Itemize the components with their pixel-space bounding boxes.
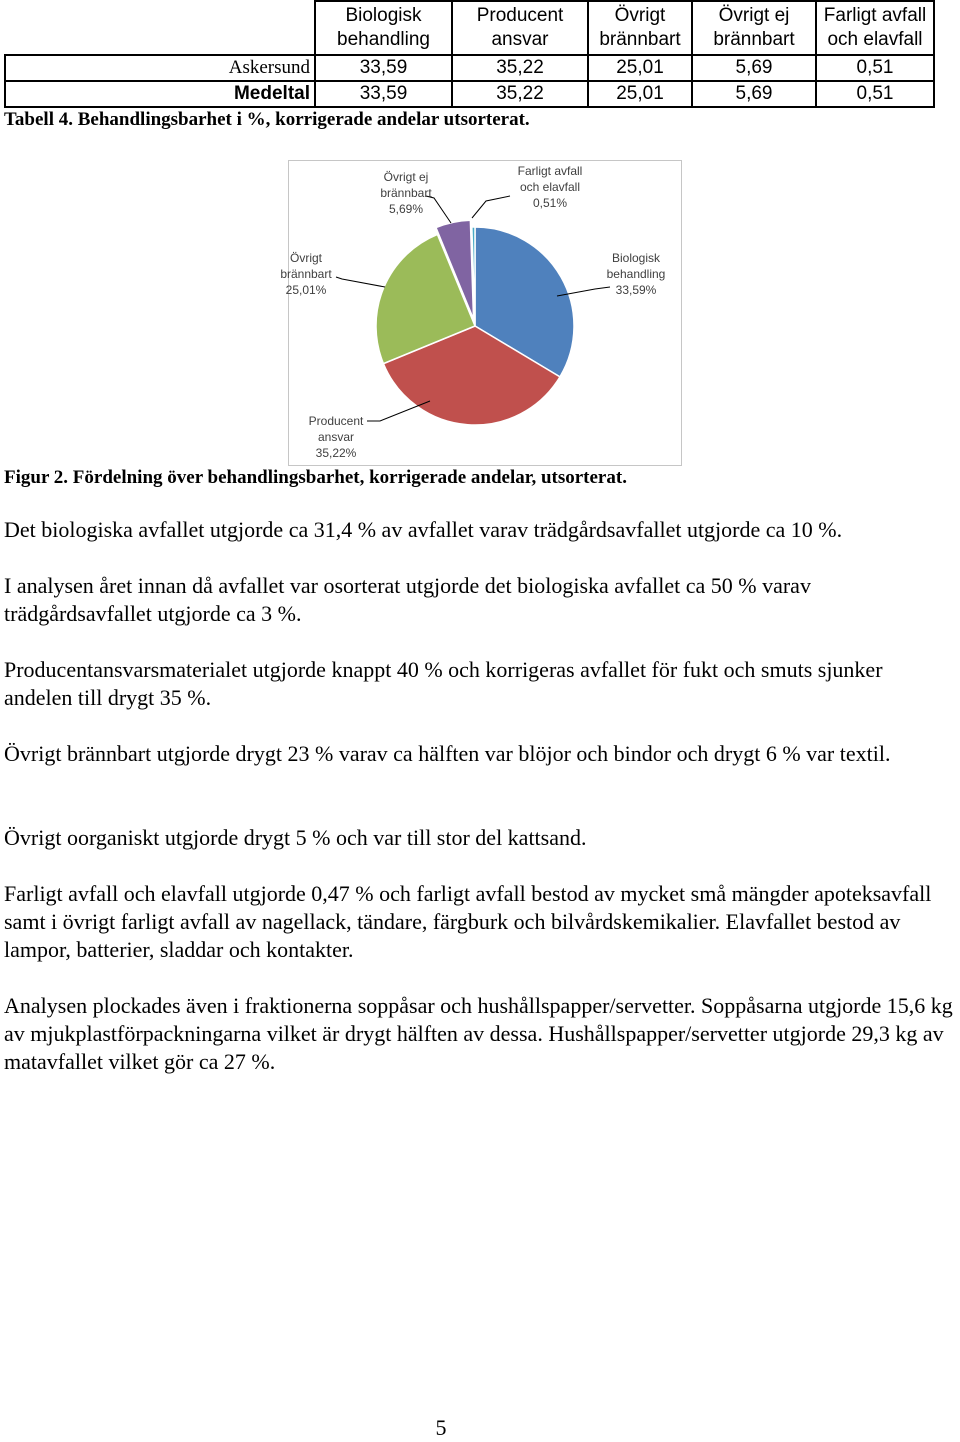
table-header-cell: Övrigt ej brännbart xyxy=(692,1,816,55)
table-cell: 35,22 xyxy=(452,81,588,107)
table-cell: 35,22 xyxy=(452,55,588,81)
table-header-cell: Farligt avfall och elavfall xyxy=(816,1,934,55)
body-paragraph: Övrigt brännbart utgjorde drygt 23 % varav ca hälften var blöjor och bindor och drygt 6 % var textil. xyxy=(4,741,891,766)
figure-caption: Figur 2. Fördelning över behandlingsbarhet, korrigerade andelar, utsorterat. xyxy=(4,467,627,488)
table-cell: 25,01 xyxy=(588,81,692,107)
slice-category-label: Producent xyxy=(308,414,364,428)
body-paragraph: Övrigt oorganiskt utgjorde drygt 5 % och var till stor del kattsand. xyxy=(4,825,587,850)
table-caption: Tabell 4. Behandlingsbarhet i %, korrigerade andelar utsorterat. xyxy=(4,109,530,130)
page-number: 5 xyxy=(435,1415,447,1440)
table-cell: 33,59 xyxy=(315,55,452,81)
table-header-row xyxy=(5,1,934,55)
body-paragraph: I analysen året innan då avfallet var osorterat utgjorde det biologiska avfallet ca 50 % varav trädgårdsavfallet utgjorde ca 3 %. xyxy=(4,573,811,626)
body-paragraph: Producentansvarsmaterialet utgjorde knappt 40 % och korrigeras avfallet för fukt och smuts sjunker andelen till drygt 35 %. xyxy=(4,657,883,710)
body-paragraph: Det biologiska avfallet utgjorde ca 31,4 % av avfallet varav trädgårdsavfallet utgjorde ca 10 %. xyxy=(4,517,843,542)
slice-category-label: brännbart xyxy=(380,186,432,200)
table-cell: 0,51 xyxy=(816,55,934,81)
table-cell: 25,01 xyxy=(588,55,692,81)
table-cell: 33,59 xyxy=(315,81,452,107)
table-cell: 5,69 xyxy=(692,55,816,81)
table-row xyxy=(5,55,934,81)
table-header-cell: Övrigt brännbart xyxy=(588,1,692,55)
slice-category-label: Biologisk xyxy=(611,251,661,265)
chart-frame xyxy=(285,160,682,466)
body-paragraph: Analysen plockades även i fraktionerna soppåsar och hushållspapper/servetter. Soppåsarna utgjorde 15,6 kg av mjukplastförpackningarna vilket är drygt hälften av dessa. Hushållspapper/servetter utgjorde 29,3 kg av matavfallet vilket gör ca 27 %. xyxy=(4,993,953,1074)
slice-category-label: ansvar xyxy=(317,430,355,444)
behandlingsbarhet-table xyxy=(4,0,935,108)
slice-category-label: Övrigt xyxy=(289,251,323,265)
slice-value-label: 25,01% xyxy=(285,283,327,297)
slice-value-label: 5,69% xyxy=(388,202,424,216)
table-cell: 5,69 xyxy=(692,81,816,107)
slice-category-label: Övrigt ej xyxy=(383,170,429,184)
slice-value-label: 33,59% xyxy=(615,283,657,297)
table-cell: 0,51 xyxy=(816,81,934,107)
table-corner-cell xyxy=(5,1,315,55)
slice-value-label: 0,51% xyxy=(532,196,568,210)
table-header-cell: Biologisk behandling xyxy=(315,1,452,55)
slice-category-label: brännbart xyxy=(280,267,332,281)
slice-value-label: 35,22% xyxy=(315,446,357,460)
table-row xyxy=(5,81,934,107)
slice-category-label: och elavfall xyxy=(519,180,581,194)
slice-category-label: Farligt avfall xyxy=(517,164,583,178)
row-label: Askersund xyxy=(5,55,315,81)
body-paragraph: Farligt avfall och elavfall utgjorde 0,47 % och farligt avfall bestod av mycket små mängder apoteksavfall samt i övrigt farligt avfall av nagellack, tändare, färgburk och bilvårdskemikalier. Elavfallet bestod av lampor, batterier, sladdar och kontakter. xyxy=(4,881,932,962)
table-header-cell: Producent ansvar xyxy=(452,1,588,55)
slice-category-label: behandling xyxy=(606,267,666,281)
row-label: Medeltal xyxy=(5,81,315,107)
